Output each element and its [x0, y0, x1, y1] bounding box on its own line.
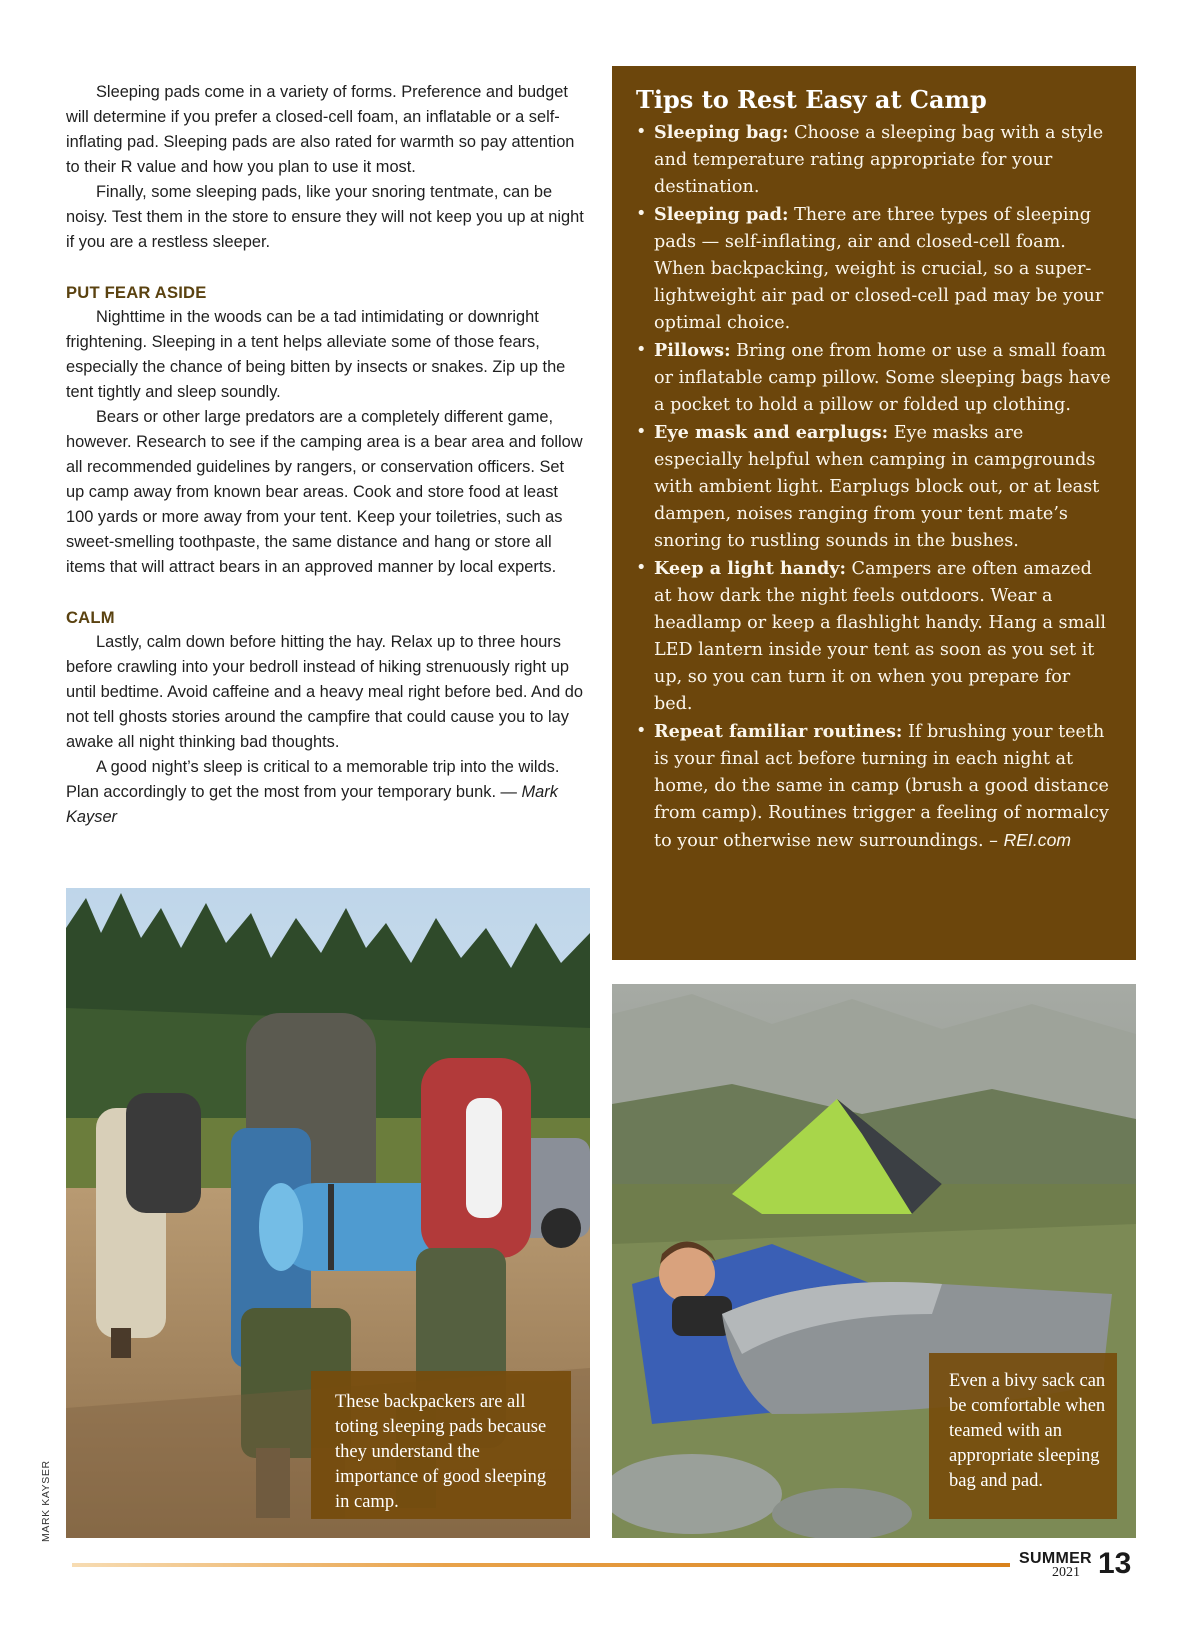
tips-sidebar	[612, 66, 1136, 960]
issue-season: SUMMER	[1019, 1550, 1092, 1567]
article-paragraph: Lastly, calm down before hitting the hay. Relax up to three hours before crawling into your bedroll instead of hiking strenuously right up until bedtime. Avoid caffeine and a heavy meal right before bed. And do not tell ghosts stories around the campfire that could cause you to lay awake all night thinking bad thoughts.	[66, 633, 583, 751]
closing-text: A good night’s sleep is critical to a memorable trip into the wilds. Plan accordingly to get the most from your temporary bunk. —	[66, 758, 560, 801]
tip-text: Bring one from home or use a small foam or inflatable camp pillow. Some sleeping bags have a pocket to hold a pillow or folded up clothing.	[654, 341, 1111, 415]
page-number: 13	[1098, 1547, 1132, 1580]
backpackers-caption: These backpackers are all toting sleeping pads because they understand the importance of good sleeping in camp.	[311, 1371, 571, 1519]
tip-lead: Repeat familiar routines:	[654, 721, 903, 742]
bullet-icon: •	[636, 340, 647, 360]
article-paragraph: Sleeping pads come in a variety of forms. Preference and budget will determine if you prefer a closed-cell foam, an inflatable or a self-inflating pad. Sleeping pads are also rated for warmth so pay attention to their R value and how you plan to use it most.	[66, 83, 575, 176]
tip-text: Campers are often amazed at how dark the night feels outdoors. Wear a headlamp or keep a flashlight handy. Hang a small LED lantern inside your tent as soon as you set it up, so you can turn it on when you prepare for bed.	[654, 559, 1107, 714]
tip-lead: Sleeping pad:	[654, 204, 789, 225]
bivy-caption: Even a bivy sack can be comfortable when teamed with an appropriate sleeping bag and pad.	[929, 1353, 1117, 1519]
tip-item	[636, 718, 1112, 855]
article-paragraph: Bears or other large predators are a completely different game, however. Research to see if the camping area is a bear area and follow all recommended guidelines by rangers, or conservation officers. Set up camp away from known bear areas. Cook and store food at least 100 yards or more away from your tent. Keep your toiletries, such as sweet-smelling toothpaste, the same distance and hang or store all items that will attract bears in an approved manner by local experts.	[66, 408, 583, 576]
article-column	[66, 80, 586, 830]
tip-lead: Keep a light handy:	[654, 558, 846, 579]
sidebar-title: Tips to Rest Easy at Camp	[636, 85, 987, 114]
section-heading-calm: CALM	[66, 608, 115, 627]
tips-list	[636, 119, 1112, 855]
photo-credit: MARK KAYSER	[40, 1460, 52, 1542]
bullet-icon: •	[636, 721, 647, 741]
tip-item	[636, 555, 1112, 718]
tip-source: REI.com	[1003, 830, 1072, 850]
tip-text: Eye masks are especially helpful when camping in campgrounds with ambient light. Earplugs block out, or at least dampen, noises ranging from your tent mate’s snoring to rustling sounds in the bushes.	[654, 423, 1100, 551]
tip-lead: Eye mask and earplugs:	[654, 422, 889, 443]
bullet-icon: •	[636, 558, 647, 578]
bullet-icon: •	[636, 122, 647, 142]
tip-item	[636, 419, 1112, 555]
article-paragraph: Nighttime in the woods can be a tad intimidating or downright frightening. Sleeping in a tent helps alleviate some of those fears, especially the chance of being bitten by insects or snakes. Zip up the tent tightly and sleep soundly.	[66, 308, 566, 401]
author-byline: Mark Kayser	[66, 783, 558, 826]
bullet-icon: •	[636, 204, 647, 224]
tip-lead: Pillows:	[654, 340, 731, 361]
article-closing-paragraph	[66, 755, 586, 830]
section-heading-fear: PUT FEAR ASIDE	[66, 283, 207, 302]
tip-item	[636, 119, 1112, 201]
bullet-icon: •	[636, 422, 647, 442]
article-paragraph: Finally, some sleeping pads, like your snoring tentmate, can be noisy. Test them in the store to ensure they will not keep you up at night if you are a restless sleeper.	[66, 183, 584, 251]
tip-item	[636, 201, 1112, 337]
tip-text: If brushing your teeth is your final act before turning in each night at home, do the same in camp (brush a good distance from camp). Routines trigger a feeling of normalcy to your otherwise new surroundings. –	[654, 722, 1109, 851]
tip-item	[636, 337, 1112, 419]
issue-year: 2021	[1052, 1565, 1080, 1580]
tip-text: Choose a sleeping bag with a style and temperature rating appropriate for your destination.	[654, 123, 1104, 197]
tip-lead: Sleeping bag:	[654, 122, 789, 143]
tip-text: There are three types of sleeping pads — self-inflating, air and closed-cell foam. When backpacking, weight is crucial, so a super-lightweight air pad or closed-cell pad may be your optimal choice.	[654, 205, 1104, 333]
footer-rule	[72, 1563, 1010, 1567]
